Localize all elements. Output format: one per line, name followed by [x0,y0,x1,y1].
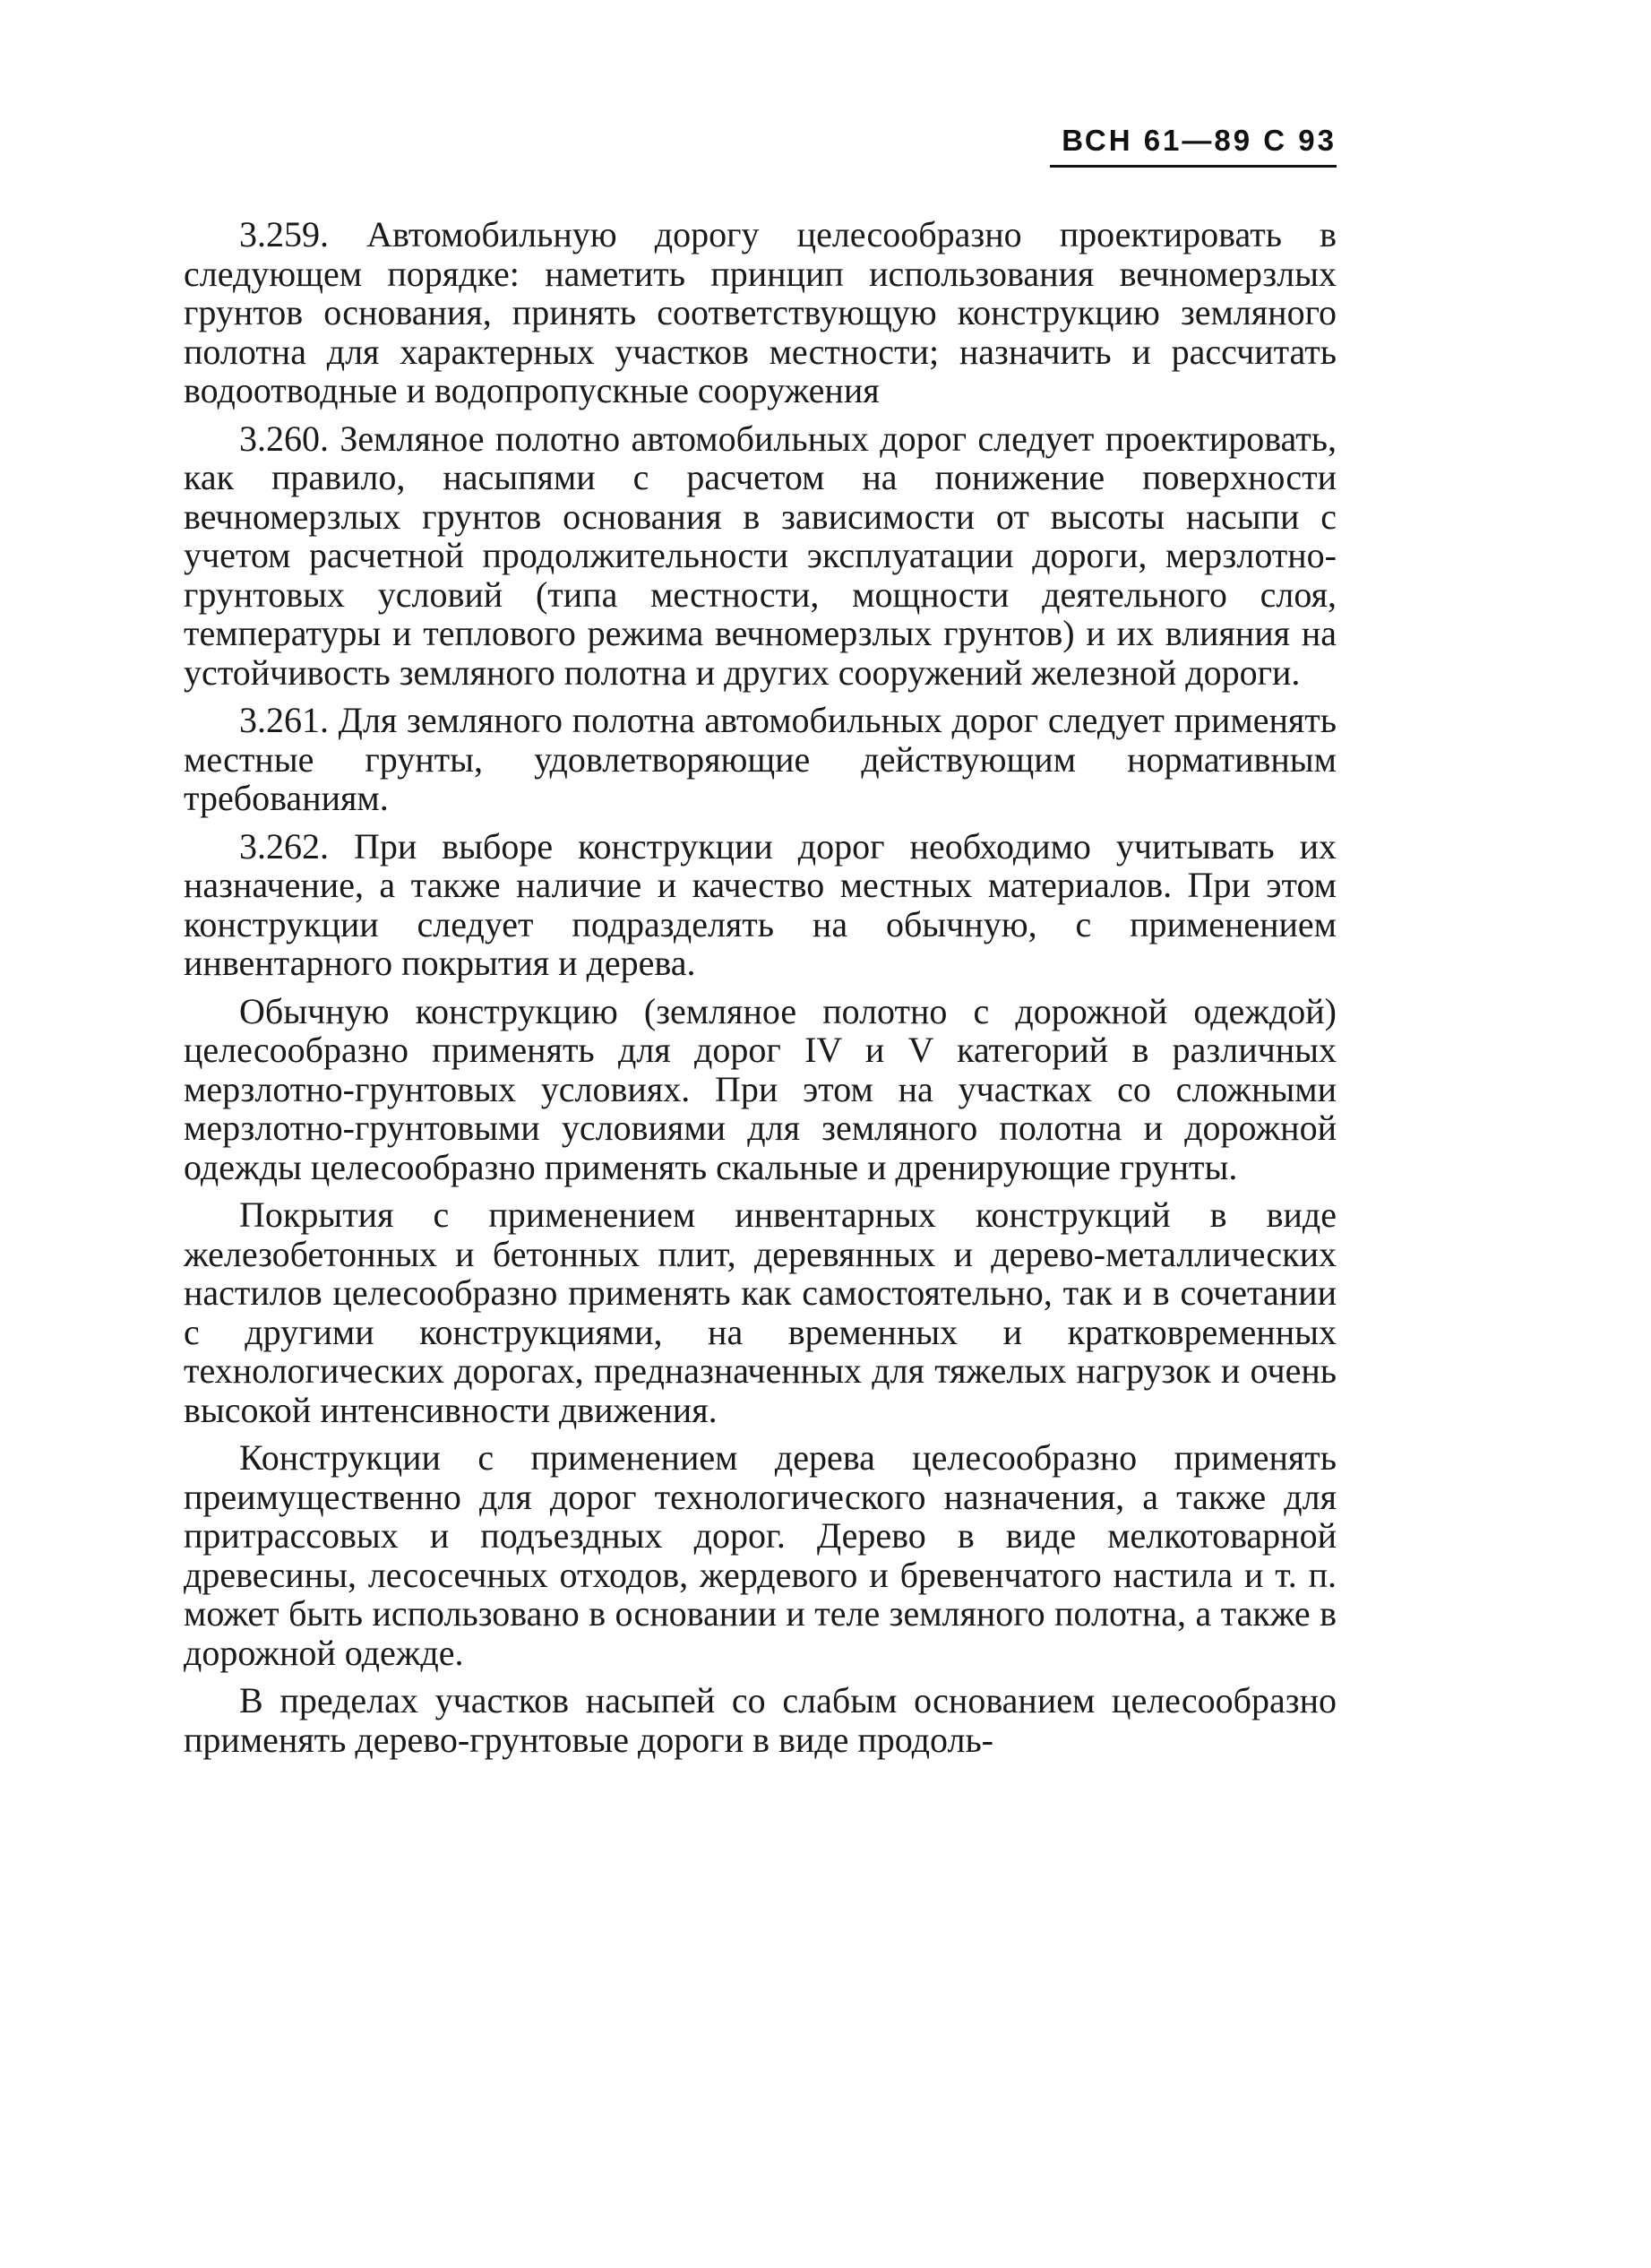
paragraph-3-260: 3.260. Земляное полотно автомобильных дорог следует проектировать, как правило, насыпями с расчетом на понижение поверхности вечномерзлых грунтов основания в зависимости от высоты насыпи с учетом расчетной продолжительности эксплуатации дороги, мерзлотно-грунтовых условий (типа местности, мощности деятельного слоя, температуры и теплового режима вечномерзлых грунтов) и их влияния на устойчивость земляного полотна и других сооружений железной дороги. [184,418,1337,693]
paragraph-3-259: 3.259. Автомобильную дорогу целесообразно проектировать в следующем порядке: наметить принцип использования вечномерзлых грунтов основания, принять соответствующую конструкцию земляного полотна для характерных участков местности; назначить и рассчитать водоотводные и водопропускные сооружения [184,214,1337,410]
paragraph-3-261: 3.261. Для земляного полотна автомобильных дорог следует применять местные грунты, удовлетворяющие действующим нормативным требованиям. [184,700,1337,818]
paragraph-3-262: 3.262. При выборе конструкции дорог необходимо учитывать их назначение, а также наличие и качество местных материалов. При этом конструкции следует подразделять на обычную, с применением инвентарного покрытия и дерева. [184,825,1337,983]
header-rule [1050,165,1337,168]
paragraph-wood-constructions: Конструкции с применением дерева целесообразно применять преимущественно для дорог технологического назначения, а также для притрассовых и подъездных дорог. Дерево в виде мелкотоварной древесины, лесосечных отходов, жердевого и бревенчатого настила и т. п. может быть использовано в основании и теле земляного полотна, а также в дорожной одежде. [184,1437,1337,1673]
body-text [184,215,1337,1768]
paragraph-weak-foundation: В пределах участков насыпей со слабым основанием целесообразно применять дерево-грунтовые дороги в виде продоль- [184,1680,1337,1760]
paragraph-inventory-coverings: Покрытия с применением инвентарных конструкций в виде железобетонных и бетонных плит, деревянных и дерево-металлических настилов целесообразно применять как самостоятельно, так и в сочетании с другими конструкциями, на временных и кратковременных технологических дорогах, предназначенных для тяжелых нагрузок и очень высокой интенсивности движения. [184,1194,1337,1430]
running-head: ВСН 61—89 С 93 [1062,124,1337,157]
paragraph-ordinary-construction: Обычную конструкцию (земляное полотно с дорожной одеждой) целесообразно применять для дорог IV и V категорий в различных мерзлотно-грунтовых условиях. При этом на участках со сложными мерзлотно-грунтовыми условиями для земляного полотна и дорожной одежды целесообразно применять скальные и дренирующие грунты. [184,990,1337,1187]
